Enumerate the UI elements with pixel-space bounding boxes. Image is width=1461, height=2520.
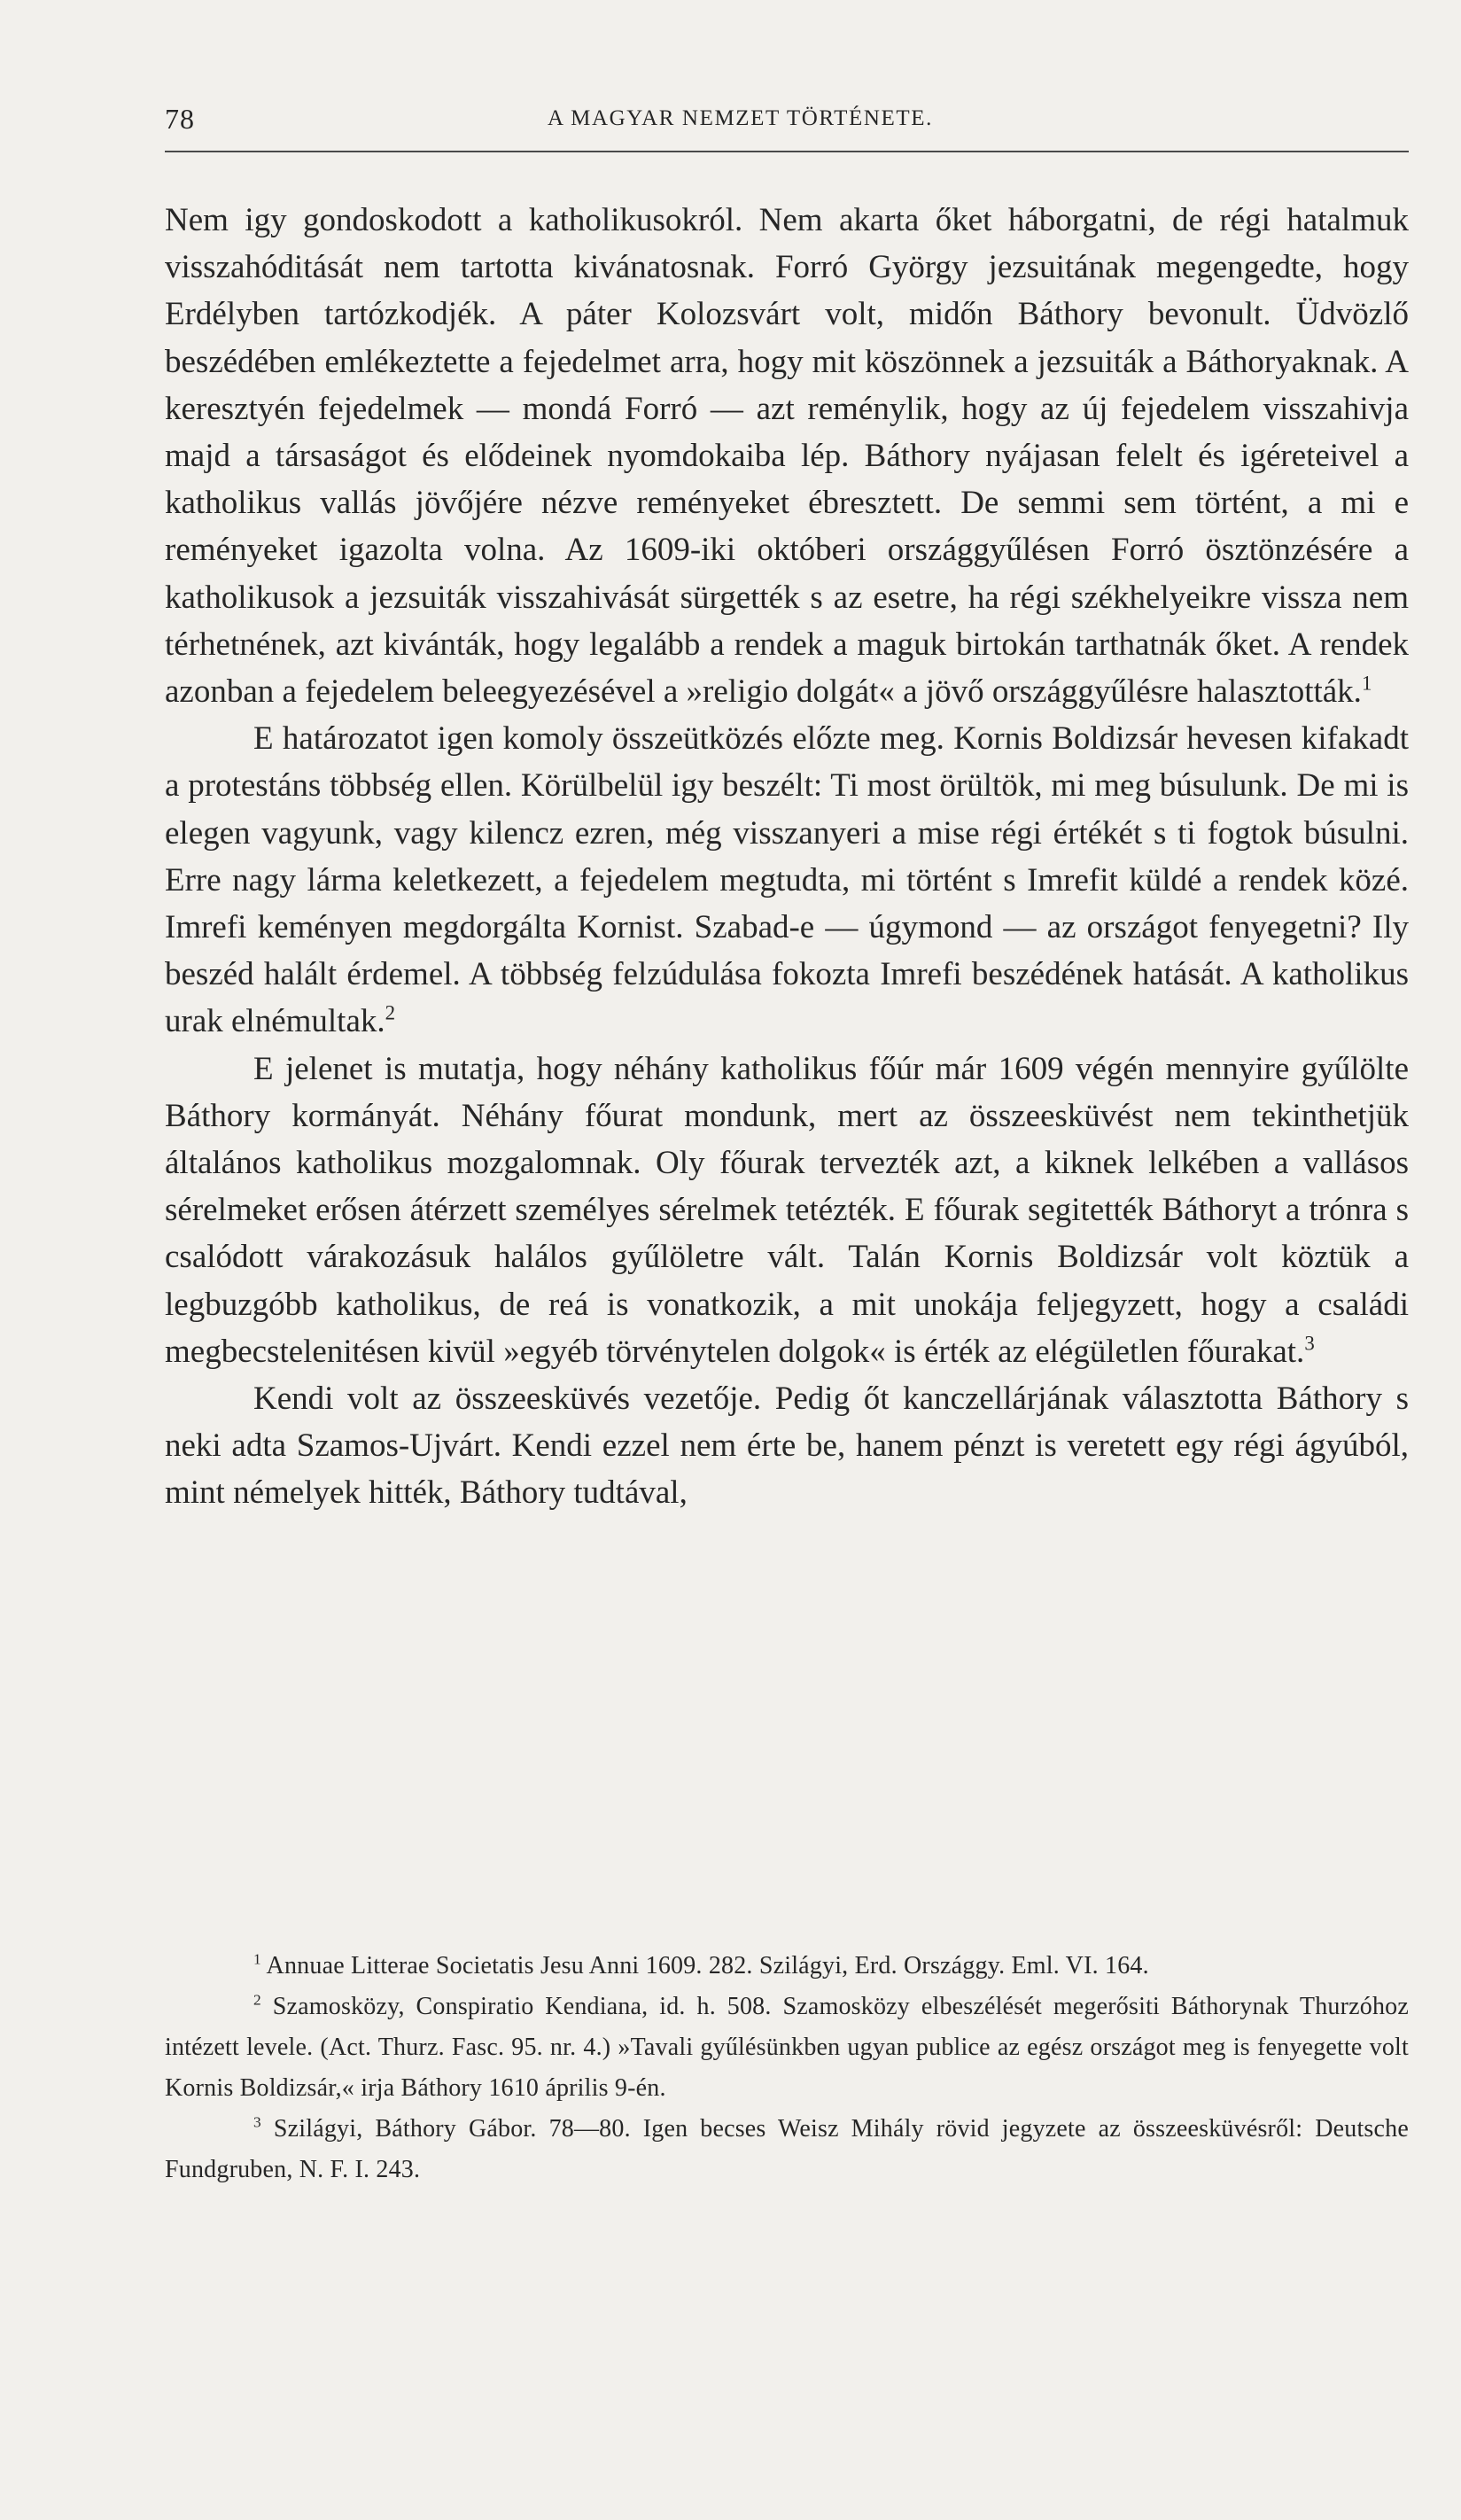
footnotes xyxy=(165,1946,1409,2190)
footnote-ref: 1 xyxy=(1361,672,1372,695)
paragraph-4 xyxy=(165,1375,1409,1517)
running-head xyxy=(165,97,1409,152)
footnote-text: Annuae Litterae Societatis Jesu Anni 1609. 282. Szilágyi, Erd. Országgy. Eml. VI. 164. xyxy=(266,1952,1149,1979)
paragraph-text: E határozatot igen komoly összeütközés előzte meg. Kornis Boldizsár hevesen kifakadt a protestáns többség ellen. Körülbelül igy beszélt: Ti most örültök, mi meg búsulunk. De mi is elegen vagyunk, vagy kilencz ezren, még visszanyeri a mise régi értékét s ti fogtok búsulni. Erre nagy lárma keletkezett, a fejedelem megtudta, mi történt s Imrefit küldé a rendek közé. Imrefi keményen megdorgálta Kornist. Szabad-e — úgymond — az országot fenyegetni? Ily beszéd halált érdemel. A többség felzúdulása fokozta Imrefi beszédének hatását. A katholikus urak elnémultak. xyxy=(165,720,1409,1040)
paragraph-2 xyxy=(165,715,1409,1045)
paragraph-text: E jelenet is mutatja, hogy néhány katholikus főúr már 1609 végén mennyire gyűlölte Báthory kormányát. Néhány főurat mondunk, mert az összeesküvést nem tekinthetjük általános katholikus mozgalomnak. Oly főurak tervezték azt, a kiknek lelkében a vallásos sérelmeket erősen átérzett személyes sérelmek tetézték. E főurak segitették Báthoryt a trónra s csalódott várakozásuk halálos gyűlöletre vált. Talán Kornis Boldizsár volt köztük a legbuzgóbb katholikus, de reá is vonatkozik, a mit unokája feljegyzett, hogy a családi megbecstelenitésen kivül »egyéb törvénytelen dolgok« is érték az elégületlen főurakat. xyxy=(165,1050,1409,1370)
footnote-text: Szamosközy, Conspiratio Kendiana, id. h. 508. Szamosközy elbeszélését megerősiti Báthorynak Thurzóhoz intézett levele. (Act. Thurz. Fasc. 95. nr. 4.) »Tavali gyűlésünkben ugyan publice az egész országot meg is fenyegette volt Kornis Boldizsár,« irja Báthory 1610 április 9-én. xyxy=(165,1993,1409,2102)
footnote-1 xyxy=(165,1946,1409,1987)
paragraph-text: Kendi volt az összeesküvés vezetője. Pedig őt kanczellárjának választotta Báthory s neki adta Szamos-Ujvárt. Kendi ezzel nem érte be, hanem pénzt is veretett egy régi ágyúból, mint némelyek hitték, Báthory tudtával, xyxy=(165,1381,1409,1512)
paragraph-3 xyxy=(165,1046,1409,1375)
footnote-ref: 2 xyxy=(385,1002,396,1025)
footnote-marker: 2 xyxy=(253,1991,261,2009)
footnote-2 xyxy=(165,1987,1409,2109)
footnote-marker: 1 xyxy=(253,1950,261,1968)
paragraph-1 xyxy=(165,197,1409,715)
running-title: A MAGYAR NEMZET TÖRTÉNETE. xyxy=(548,106,933,130)
footnote-3 xyxy=(165,2109,1409,2190)
paragraph-text: Nem igy gondoskodott a katholikusokról. Nem akarta őket háborgatni, de régi hatalmuk visszahóditását nem tartotta kivánatosnak. Forró György jezsuitának megengedte, hogy Erdélyben tartózkodjék. A páter Kolozsvárt volt, midőn Báthory bevonult. Üdvözlő beszédében emlékeztette a fejedelmet arra, hogy mit köszönnek a jezsuiták a Báthoryaknak. A keresztyén fejedelmek — mondá Forró — azt reménylik, hogy az új fejedelem visszahivja majd a társaságot és elődeinek nyomdokaiba lép. Báthory nyájasan felelt és igéreteivel a katholikus vallás jövőjére nézve reményeket ébresztett. De semmi sem történt, a mi e reményeket igazolta volna. Az 1609-iki októberi országgyűlésen Forró ösztönzésére a katholikusok a jezsuiták visszahivását sürgették s az esetre, ha régi székhelyeikre vissza nem térhetnének, azt kivánták, hogy legalább a rendek a maguk birtokán tarthatnák őket. A rendek azonban a fejedelem beleegyezésével a »religio dolgát« a jövő országgyűlésre halasztották. xyxy=(165,202,1409,711)
footnote-text: Szilágyi, Báthory Gábor. 78—80. Igen becses Weisz Mihály rövid jegyzete az összeesküvésről: Deutsche Fundgruben, N. F. I. 243. xyxy=(165,2115,1409,2183)
footnote-marker: 3 xyxy=(253,2113,261,2131)
body-text xyxy=(165,197,1409,1517)
page-number: 78 xyxy=(165,103,195,135)
footnote-ref: 3 xyxy=(1304,1332,1315,1355)
